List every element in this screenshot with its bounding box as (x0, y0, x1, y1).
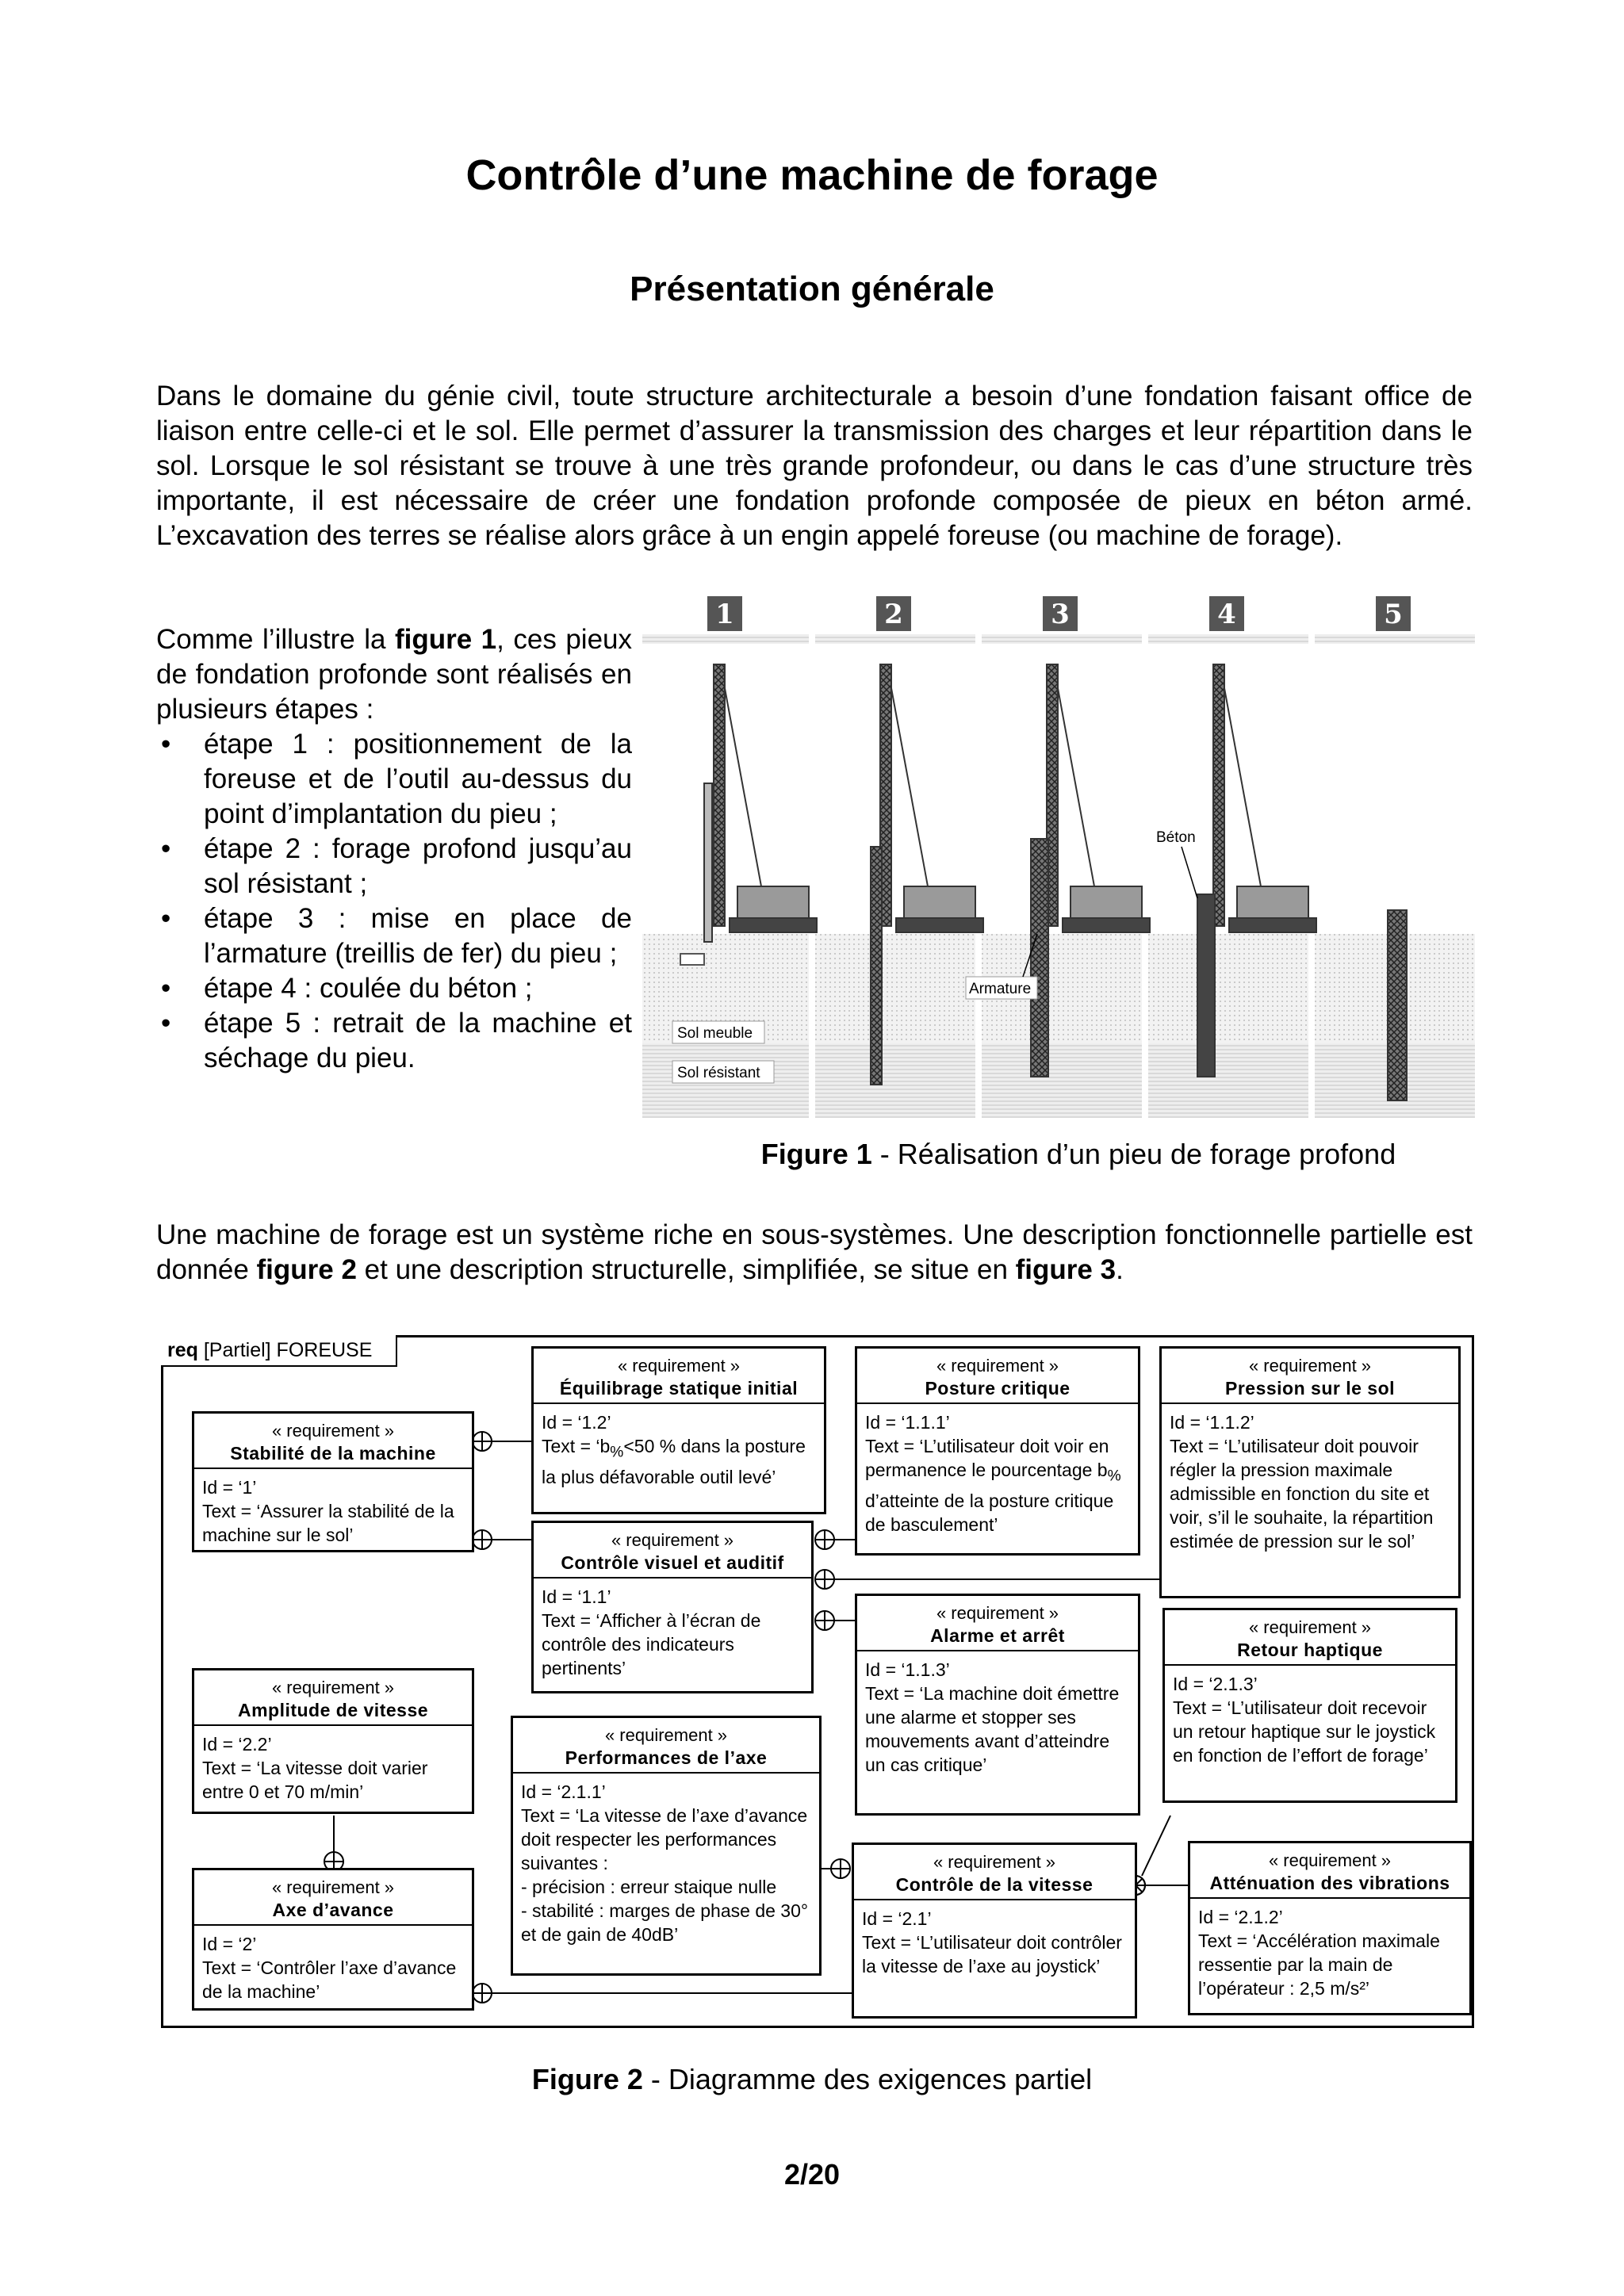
svg-text:2: 2 (884, 599, 903, 630)
diagram-frame-tag: req [Partiel] FOREUSE (161, 1335, 397, 1367)
requirement-attenuation: « requirement » Atténuation des vibrations Id = ‘2.1.2’ Text = ‘Accélération maximale ressentie par la main de l’opérateur : 2,5 m/s²’ (1188, 1841, 1472, 2015)
requirement-controle-visuel: « requirement » Contrôle visuel et auditif Id = ‘1.1’ Text = ‘Afficher à l’écran de contrôle des indicateurs pertinents’ (531, 1521, 814, 1693)
list-item: • étape 4 : coulée du béton ; (156, 971, 632, 1006)
steps-block (156, 622, 632, 1076)
requirement-retour-haptique: « requirement » Retour haptique Id = ‘2.1.3’ Text = ‘L’utilisateur doit recevoir un retour haptique sur le joystick en fonction de l’effort de forage’ (1162, 1608, 1457, 1803)
svg-text:4: 4 (1217, 599, 1236, 630)
requirement-amplitude: « requirement » Amplitude de vitesse Id = ‘2.2’ Text = ‘La vitesse doit varier entre 0 et 70 m/min’ (192, 1668, 474, 1814)
requirement-equilibrage: « requirement » Équilibrage statique initial Id = ‘1.2’ Text = ‘$b_{\%}<50$ % dans la posture la plus défavorable outil levé’ (531, 1346, 826, 1514)
svg-text:Sol meuble: Sol meuble (677, 1025, 753, 1042)
list-item: • étape 1 : positionnement de la foreuse et de l’outil au-dessus du point d’implantation du pieu ; (156, 727, 632, 832)
requirement-pression: « requirement » Pression sur le sol Id = ‘1.1.2’ Text = ‘L’utilisateur doit pouvoir régler la pression maximale admissible en fonction du site et voir, s’il le souhaite, la répartition estimée de pression sur le sol’ (1159, 1346, 1461, 1598)
svg-text:3: 3 (1051, 599, 1070, 630)
intro-paragraph: Dans le domaine du génie civil, toute structure architecturale a besoin d’une fondation faisant office de liaison entre celle-ci et le sol. Elle permet d’assurer la transmission des charges et leur répartition dans le sol. Lorsque le sol résistant se trouve à une très grande profondeur, ou dans le cas d’une structure très importante, il est nécessaire de créer une fondation profonde composée de pieux en béton armé. L’excavation des terres se réalise alors grâce à un engin appelé foreuse (ou machine de forage). (156, 381, 1473, 551)
svg-text:Sol résistant: Sol résistant (677, 1065, 760, 1081)
figure-intro-text: Comme l’illustre la figure 1, ces pieux de fondation profonde sont réalisés en plusieurs étapes : (156, 624, 632, 725)
svg-text:1: 1 (715, 599, 734, 630)
requirement-performances: « requirement » Performances de l’axe Id = ‘2.1.1’ Text = ‘La vitesse de l’axe d’avance doit respecter les performances suivantes : - précision : erreur staique nulle - stabilité : marges de phase de 30° et de gain de 40dB’ (511, 1716, 822, 1976)
requirement-posture: « requirement » Posture critique Id = ‘1.1.1’ Text = ‘L’utilisateur doit voir en permanence le pourcentage $b_{\%}$ d’atteinte de la posture critique de basculement’ (855, 1346, 1140, 1556)
requirement-axe-avance: « requirement » Axe d’avance Id = ‘2’ Text = ‘Contrôler l’axe d’avance de la machine’ (192, 1868, 474, 2011)
figure1-caption: Figure 1 - Réalisation d’un pieu de forage profond (760, 1138, 1396, 1170)
structure-paragraph: Une machine de forage est un système riche en sous-systèmes. Une description fonctionnelle partielle est donnée figure 2 et une description structurelle, simplifiée, se situe en figure 3. (156, 1219, 1473, 1285)
list-item: • étape 3 : mise en place de l’armature (treillis de fer) du pieu ; (156, 901, 632, 971)
page-title: Contrôle d’une machine de forage (465, 151, 1159, 199)
page-number: 2/20 (783, 2158, 841, 2191)
steps-list (156, 727, 632, 1076)
svg-text:Béton: Béton (1156, 829, 1196, 846)
requirement-alarme: « requirement » Alarme et arrêt Id = ‘1.1.3’ Text = ‘La machine doit émettre une alarme et stopper ses mouvements avant d’atteindre un cas critique’ (855, 1594, 1140, 1816)
list-item: • étape 2 : forage profond jusqu’au sol résistant ; (156, 832, 632, 901)
step-badges (707, 596, 1411, 631)
requirement-stabilite: « requirement » Stabilité de la machine Id = ‘1’ Text = ‘Assurer la stabilité de la machine sur le sol’ (192, 1411, 474, 1552)
requirement-controle-vitesse: « requirement » Contrôle de la vitesse Id = ‘2.1’ Text = ‘L’utilisateur doit contrôler la vitesse de l’axe au joystick’ (852, 1843, 1137, 2019)
svg-text:5: 5 (1384, 599, 1403, 630)
figure2-caption: Figure 2 - Diagramme des exigences partiel (531, 2063, 1093, 2095)
svg-text:Armature: Armature (969, 981, 1032, 997)
list-item: • étape 5 : retrait de la machine et séchage du pieu. (156, 1006, 632, 1076)
section-title: Présentation générale (630, 270, 994, 308)
drilling-steps-illustration (642, 585, 1475, 1118)
